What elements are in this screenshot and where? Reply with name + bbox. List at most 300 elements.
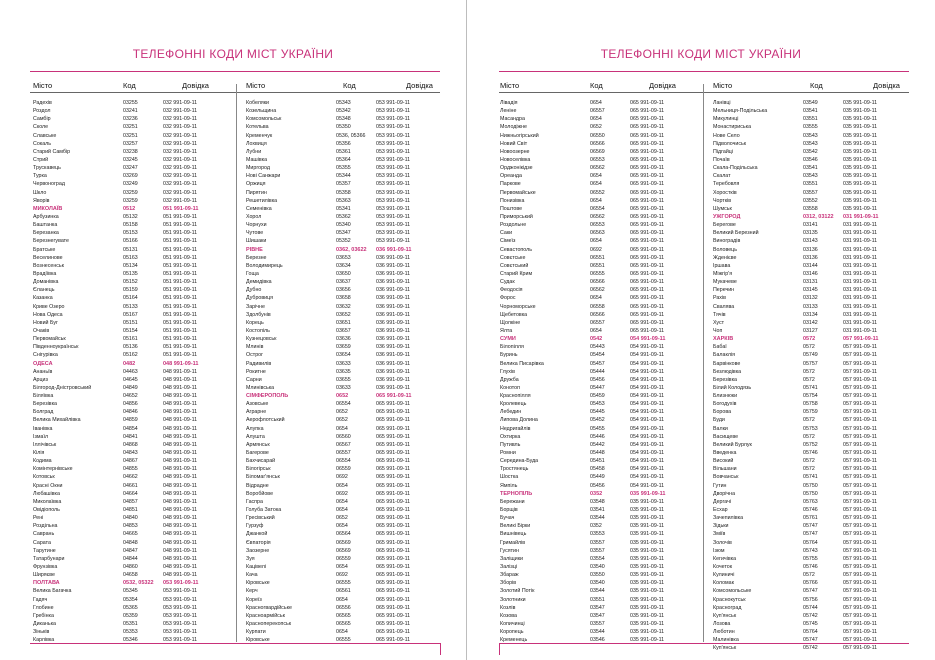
ref-cell: 065 991-09-11	[630, 295, 665, 302]
table-row	[500, 465, 690, 473]
ref-cell: 051 991-09-11	[163, 270, 198, 277]
ref-cell: 057 991-09-11	[843, 629, 878, 636]
city-cell: Турка	[33, 173, 47, 180]
ref-cell: 048 991-09-11	[163, 474, 198, 481]
code-cell: 03658	[336, 295, 351, 302]
table-row	[500, 604, 690, 612]
table-row	[246, 376, 436, 384]
city-cell: Форос	[500, 295, 516, 302]
code-cell: 06554	[336, 458, 351, 465]
table-row	[246, 327, 436, 335]
table-row	[33, 587, 223, 595]
code-cell: 0572	[803, 336, 816, 343]
ref-cell: 054 991-09-11	[630, 368, 665, 375]
ref-cell: 032 991-09-11	[163, 100, 198, 106]
code-cell: 03540	[590, 564, 605, 571]
city-cell: Красні Окни	[33, 482, 63, 489]
ref-cell: 065 991-09-11	[376, 572, 411, 579]
code-cell: 05134	[123, 262, 138, 269]
city-cell: Гурзуф	[246, 523, 264, 530]
ref-cell: 057 991-09-11	[843, 515, 878, 522]
code-cell: 0652	[336, 393, 349, 400]
code-cell: 05445	[590, 409, 605, 416]
city-cell: Міжгір'я	[713, 270, 733, 277]
code-cell: 05340	[336, 222, 351, 229]
city-cell: Борщів	[500, 507, 518, 514]
table-row	[33, 433, 223, 441]
code-cell: 06557	[336, 450, 351, 457]
city-cell: Первомайське	[500, 189, 536, 196]
city-cell: Фрунзівка	[33, 564, 58, 571]
ref-cell: 057 991-09-11	[843, 458, 878, 465]
code-cell: 06556	[336, 604, 351, 611]
code-cell: 04857	[123, 498, 138, 505]
city-cell: Тячів	[713, 311, 726, 318]
code-cell: 05353	[123, 629, 138, 636]
table-row	[713, 351, 903, 359]
code-cell: 0572	[803, 344, 815, 351]
ref-cell: 036 991-09-11	[376, 352, 411, 359]
ref-cell: 031 991-09-11	[843, 303, 878, 310]
code-cell: 04867	[123, 458, 138, 465]
code-cell: 03548	[590, 498, 605, 505]
city-cell: Баштанка	[33, 222, 58, 229]
title-rule	[499, 71, 909, 72]
city-cell: Шостка	[500, 474, 519, 481]
code-cell: 05352	[336, 238, 351, 245]
city-cell: Арбузинка	[33, 213, 59, 220]
city-cell: Кача	[246, 572, 258, 579]
code-cell: 0692	[336, 490, 348, 497]
code-cell: 0572	[803, 458, 815, 465]
ref-cell: 065 991-09-11	[630, 148, 665, 155]
code-cell: 05442	[590, 441, 605, 448]
ref-cell: 051 991-09-11	[163, 327, 198, 334]
ref-cell: 032 991-09-11	[163, 197, 198, 204]
code-cell: 03541	[803, 165, 818, 172]
code-cell: 03544	[590, 515, 605, 522]
ref-cell: 051 991-09-11	[163, 295, 198, 302]
ref-cell: 054 991-09-11	[630, 384, 665, 391]
ref-cell: 057 991-09-11	[843, 344, 878, 351]
ref-cell: 057 991-09-11	[843, 547, 878, 554]
code-cell: 0654	[336, 425, 348, 432]
ref-cell: 065 991-09-11	[376, 401, 411, 408]
code-cell: 05159	[123, 287, 138, 294]
col-header-code: Код	[590, 81, 603, 90]
table-row	[33, 416, 223, 424]
code-cell: 03134	[803, 311, 818, 318]
ref-cell: 057 991-09-11	[843, 360, 878, 367]
code-cell: 03236	[123, 116, 138, 123]
code-cell: 03652	[336, 311, 351, 318]
city-cell: Лубни	[246, 148, 262, 155]
ref-cell: 065 991-09-11	[376, 450, 411, 457]
ref-cell: 065 991-09-11	[376, 507, 411, 514]
ref-cell: 036 991-09-11	[376, 376, 411, 383]
city-cell: Красногвардійське	[246, 604, 292, 611]
ref-cell: 048 991-09-11	[163, 360, 199, 367]
city-cell: Кобеляки	[246, 100, 270, 106]
city-cell: Ромни	[500, 450, 516, 457]
ref-cell: 065 991-09-11	[376, 417, 411, 424]
city-cell: Великий Бурлук	[713, 441, 752, 448]
city-cell: Нове Село	[713, 132, 740, 139]
ref-cell: 065 991-09-11	[630, 319, 665, 326]
city-cell: Конотоп	[500, 384, 520, 391]
table-row	[33, 596, 223, 604]
city-cell: Кіровське	[246, 580, 270, 587]
ref-cell: 065 991-09-11	[630, 124, 665, 131]
code-cell: 05453	[590, 401, 605, 408]
code-cell: 05135	[123, 270, 138, 277]
table-row	[500, 620, 690, 628]
table-row	[246, 368, 436, 376]
ref-cell: 065 991-09-11	[630, 140, 665, 147]
code-cell: 0352	[590, 523, 602, 530]
city-cell: ХАРКІВ	[713, 336, 734, 343]
ref-cell: 035 991-09-11	[630, 490, 666, 497]
ref-cell: 057 991-09-11	[843, 507, 878, 514]
city-cell: Комсомольське	[713, 588, 752, 595]
table-row	[246, 311, 436, 319]
table-row	[713, 189, 903, 197]
city-cell: Чортків	[713, 197, 732, 204]
code-cell: 05365	[123, 604, 138, 611]
table-row	[246, 107, 436, 115]
city-cell: Бережани	[500, 498, 525, 505]
table-row	[500, 530, 690, 538]
table-row	[500, 522, 690, 530]
table-row	[33, 140, 223, 148]
ref-cell: 065 991-09-11	[376, 621, 411, 627]
code-cell: 06566	[590, 279, 605, 286]
code-cell: 06565	[336, 621, 351, 627]
table-row	[33, 303, 223, 311]
code-cell: 03131	[803, 279, 818, 286]
col-header-ref: Довідка	[406, 81, 433, 90]
code-cell: 04859	[123, 417, 138, 424]
city-cell: Білогірськ	[246, 466, 271, 473]
table-row	[500, 571, 690, 579]
table-row	[246, 123, 436, 131]
ref-cell: 065 991-09-11	[376, 547, 411, 554]
code-cell: 05344	[336, 173, 351, 180]
code-cell: 05362	[336, 213, 351, 220]
ref-cell: 048 991-09-11	[163, 384, 198, 391]
ref-cell: 065 991-09-11	[630, 311, 665, 318]
city-cell: Любашівка	[33, 490, 60, 497]
city-cell: РІВНЕ	[246, 246, 263, 253]
code-cell: 05364	[336, 156, 351, 163]
code-cell: 05764	[803, 629, 818, 636]
code-cell: 06559	[336, 555, 351, 562]
table-row	[713, 246, 903, 254]
ref-cell: 065 991-09-11	[376, 466, 411, 473]
table-row	[33, 506, 223, 514]
table-row	[713, 514, 903, 522]
code-cell: 04665	[123, 531, 138, 538]
code-cell: 04856	[123, 401, 138, 408]
city-cell: Кацівелі	[246, 564, 267, 571]
header-rule	[30, 92, 440, 93]
code-cell: 0652	[590, 124, 602, 131]
city-cell: Яворів	[33, 197, 50, 204]
table-row	[246, 278, 436, 286]
city-cell: Воловець	[713, 246, 737, 253]
table-row	[500, 262, 690, 270]
ref-cell: 057 991-09-11	[843, 637, 878, 644]
ref-cell: 031 991-09-11	[843, 238, 878, 245]
ref-cell: 053 991-09-11	[163, 596, 198, 603]
table-row	[500, 392, 690, 400]
corner-mark	[499, 643, 500, 655]
city-cell: Біляївка	[33, 393, 54, 400]
ref-cell: 035 991-09-11	[630, 580, 665, 587]
city-cell: Козлів	[500, 604, 516, 611]
table-row	[500, 416, 690, 424]
ref-cell: 035 991-09-11	[630, 596, 665, 603]
code-cell: 03142	[803, 319, 818, 326]
code-cell: 03557	[803, 189, 818, 196]
region-header-row	[33, 360, 223, 368]
code-cell: 0652	[336, 515, 348, 522]
ref-cell: 054 991-09-11	[630, 393, 665, 400]
code-cell: 06564	[336, 531, 351, 538]
code-cell: 05164	[123, 295, 138, 302]
city-cell: Чоп	[713, 327, 723, 334]
table-row	[713, 563, 903, 571]
code-cell: 03651	[336, 319, 351, 326]
ref-cell: 032 991-09-11	[163, 181, 198, 188]
city-cell: Рені	[33, 515, 44, 522]
col-header-city: Місто	[246, 81, 266, 90]
city-cell: Врадіївка	[33, 270, 57, 277]
ref-cell: 031 991-09-11	[843, 262, 878, 269]
code-cell: 05457	[590, 360, 605, 367]
table-row	[33, 148, 223, 156]
ref-cell: 051 991-09-11	[163, 319, 198, 326]
city-cell: Корець	[246, 319, 264, 326]
ref-cell: 036 991-09-11	[376, 344, 411, 351]
ref-cell: 036 991-09-11	[376, 295, 411, 302]
table-row	[713, 587, 903, 595]
ref-cell: 065 991-09-11	[376, 523, 411, 530]
table-row	[33, 351, 223, 359]
ref-cell: 057 991-09-11	[843, 604, 878, 611]
ref-cell: 065 991-09-11	[630, 287, 665, 294]
ref-cell: 035 991-09-11	[843, 124, 878, 131]
title-rule	[30, 71, 440, 72]
ref-cell: 035 991-09-11	[843, 173, 878, 180]
city-cell: Білгород-Дністровський	[33, 384, 92, 391]
table-row	[713, 441, 903, 449]
code-cell: 03636	[336, 336, 351, 343]
column-3	[500, 99, 690, 644]
table-row	[500, 107, 690, 115]
table-row	[33, 286, 223, 294]
ref-cell: 035 991-09-11	[630, 539, 665, 546]
ref-cell: 053 991-09-11	[376, 222, 411, 229]
code-cell: 05355	[336, 165, 351, 172]
table-row	[500, 189, 690, 197]
city-cell: Котельва	[246, 124, 269, 131]
city-cell: Зборів	[500, 580, 517, 587]
table-row	[500, 368, 690, 376]
table-row	[500, 376, 690, 384]
city-cell: Золотий Потік	[500, 588, 535, 595]
table-row	[246, 620, 436, 628]
city-cell: Збараж	[500, 572, 519, 579]
code-cell: 05744	[803, 604, 818, 611]
ref-cell: 036 991-09-11	[376, 368, 411, 375]
city-cell: Судак	[500, 279, 515, 286]
table-row	[33, 465, 223, 473]
city-cell: Заліщики	[500, 555, 524, 562]
table-row	[33, 237, 223, 245]
ref-cell: 051 991-09-11	[163, 344, 198, 351]
code-cell: 03543	[803, 173, 818, 180]
city-cell: Залізці	[500, 564, 518, 571]
city-cell: Трускавець	[33, 165, 61, 172]
ref-cell: 032 991-09-11	[163, 124, 198, 131]
table-row	[246, 571, 436, 579]
city-cell: Саврань	[33, 531, 55, 538]
table-row	[500, 99, 690, 107]
ref-cell: 032 991-09-11	[163, 108, 198, 115]
city-cell: Совєтський	[500, 262, 529, 269]
table-row	[246, 490, 436, 498]
city-cell: Красноперекопськ	[246, 621, 292, 627]
ref-cell: 053 991-09-11	[376, 230, 411, 237]
city-cell: Краснопілля	[500, 393, 531, 400]
code-cell: 0654	[336, 523, 348, 530]
code-cell: 03551	[590, 596, 605, 603]
city-cell: Самбір	[33, 116, 51, 123]
code-cell: 03544	[590, 588, 605, 595]
city-cell: Костопіль	[246, 327, 270, 334]
table-row	[500, 498, 690, 506]
ref-cell: 036 991-09-11	[376, 384, 411, 391]
table-row	[33, 327, 223, 335]
city-cell: Кочеток	[713, 564, 733, 571]
city-cell: Старий Самбір	[33, 148, 71, 155]
table-row	[500, 360, 690, 368]
table-row	[713, 604, 903, 612]
table-row	[246, 286, 436, 294]
code-cell: 05451	[590, 458, 605, 465]
ref-cell: 065 991-09-11	[376, 564, 411, 571]
ref-cell: 035 991-09-11	[843, 100, 878, 106]
table-row	[713, 408, 903, 416]
ref-cell: 032 991-09-11	[163, 116, 198, 123]
ref-cell: 031 991-09-11	[843, 254, 878, 261]
col-header-city: Місто	[713, 81, 733, 90]
table-row	[246, 180, 436, 188]
city-cell: Криве Озеро	[33, 303, 65, 310]
city-cell: Кореїз	[246, 596, 262, 603]
code-cell: 0352	[590, 490, 603, 497]
table-row	[33, 197, 223, 205]
table-row	[246, 449, 436, 457]
code-cell: 04661	[123, 482, 138, 489]
ref-cell: 048 991-09-11	[163, 417, 198, 424]
code-cell: 05363	[336, 197, 351, 204]
table-row	[713, 555, 903, 563]
city-cell: Ямпіль	[500, 482, 518, 489]
region-header-row	[246, 392, 436, 400]
code-cell: 03136	[803, 254, 818, 261]
ref-cell: 065 991-09-11	[630, 181, 665, 188]
code-cell: 04652	[123, 393, 138, 400]
table-row	[713, 278, 903, 286]
ref-cell: 065 991-09-11	[630, 327, 665, 334]
code-cell: 05749	[803, 352, 818, 359]
city-cell: Зуя	[246, 555, 255, 562]
city-cell: Голуба Затока	[246, 507, 282, 514]
table-row	[33, 294, 223, 302]
region-header-row	[500, 490, 690, 498]
table-row	[500, 555, 690, 563]
ref-cell: 053 991-09-11	[163, 580, 199, 587]
table-row	[246, 335, 436, 343]
code-cell: 0654	[336, 507, 348, 514]
ref-cell: 035 991-09-11	[843, 148, 878, 155]
code-cell: 03543	[803, 140, 818, 147]
code-cell: 06553	[590, 156, 605, 163]
code-cell: 05131	[123, 246, 138, 253]
city-cell: Мукачеве	[713, 279, 737, 286]
code-cell: 03637	[336, 279, 351, 286]
col-header-ref: Довідка	[873, 81, 900, 90]
city-cell: Кременець	[500, 637, 528, 644]
col-header-city: Місто	[500, 81, 520, 90]
city-cell: Млинів	[246, 344, 264, 351]
ref-cell: 036 991-09-11	[376, 336, 411, 343]
ref-cell: 031 991-09-11	[843, 311, 878, 318]
city-cell: Рокитне	[246, 368, 266, 375]
table-row	[246, 343, 436, 351]
code-cell: 06563	[590, 230, 605, 237]
ref-cell: 057 991-09-11	[843, 376, 878, 383]
ref-cell: 054 991-09-11	[630, 450, 665, 457]
code-cell: 05350	[336, 124, 351, 131]
city-cell: Глобине	[33, 604, 54, 611]
city-cell: Сколе	[33, 124, 49, 131]
table-row	[246, 303, 436, 311]
code-cell: 05163	[123, 254, 138, 261]
table-row	[713, 294, 903, 302]
ref-cell: 065 991-09-11	[376, 409, 411, 416]
city-cell: Роздол	[33, 108, 51, 115]
ref-cell: 031 991-09-11	[843, 327, 878, 334]
table-row	[33, 514, 223, 522]
table-row	[713, 498, 903, 506]
code-cell: 06553	[590, 222, 605, 229]
ref-cell: 048 991-09-11	[163, 507, 198, 514]
ref-cell: 065 991-09-11	[630, 132, 665, 139]
code-cell: 03541	[590, 507, 605, 514]
code-cell: 0654	[590, 197, 602, 204]
table-row	[713, 465, 903, 473]
city-cell: Решетилівка	[246, 197, 278, 204]
code-cell: 0572	[803, 368, 815, 375]
code-cell: 06551	[590, 254, 605, 261]
city-cell: Великий Березний	[713, 230, 759, 237]
ref-cell: 065 991-09-11	[630, 205, 665, 212]
ref-cell: 035 991-09-11	[843, 181, 878, 188]
city-cell: Гоща	[246, 270, 259, 277]
